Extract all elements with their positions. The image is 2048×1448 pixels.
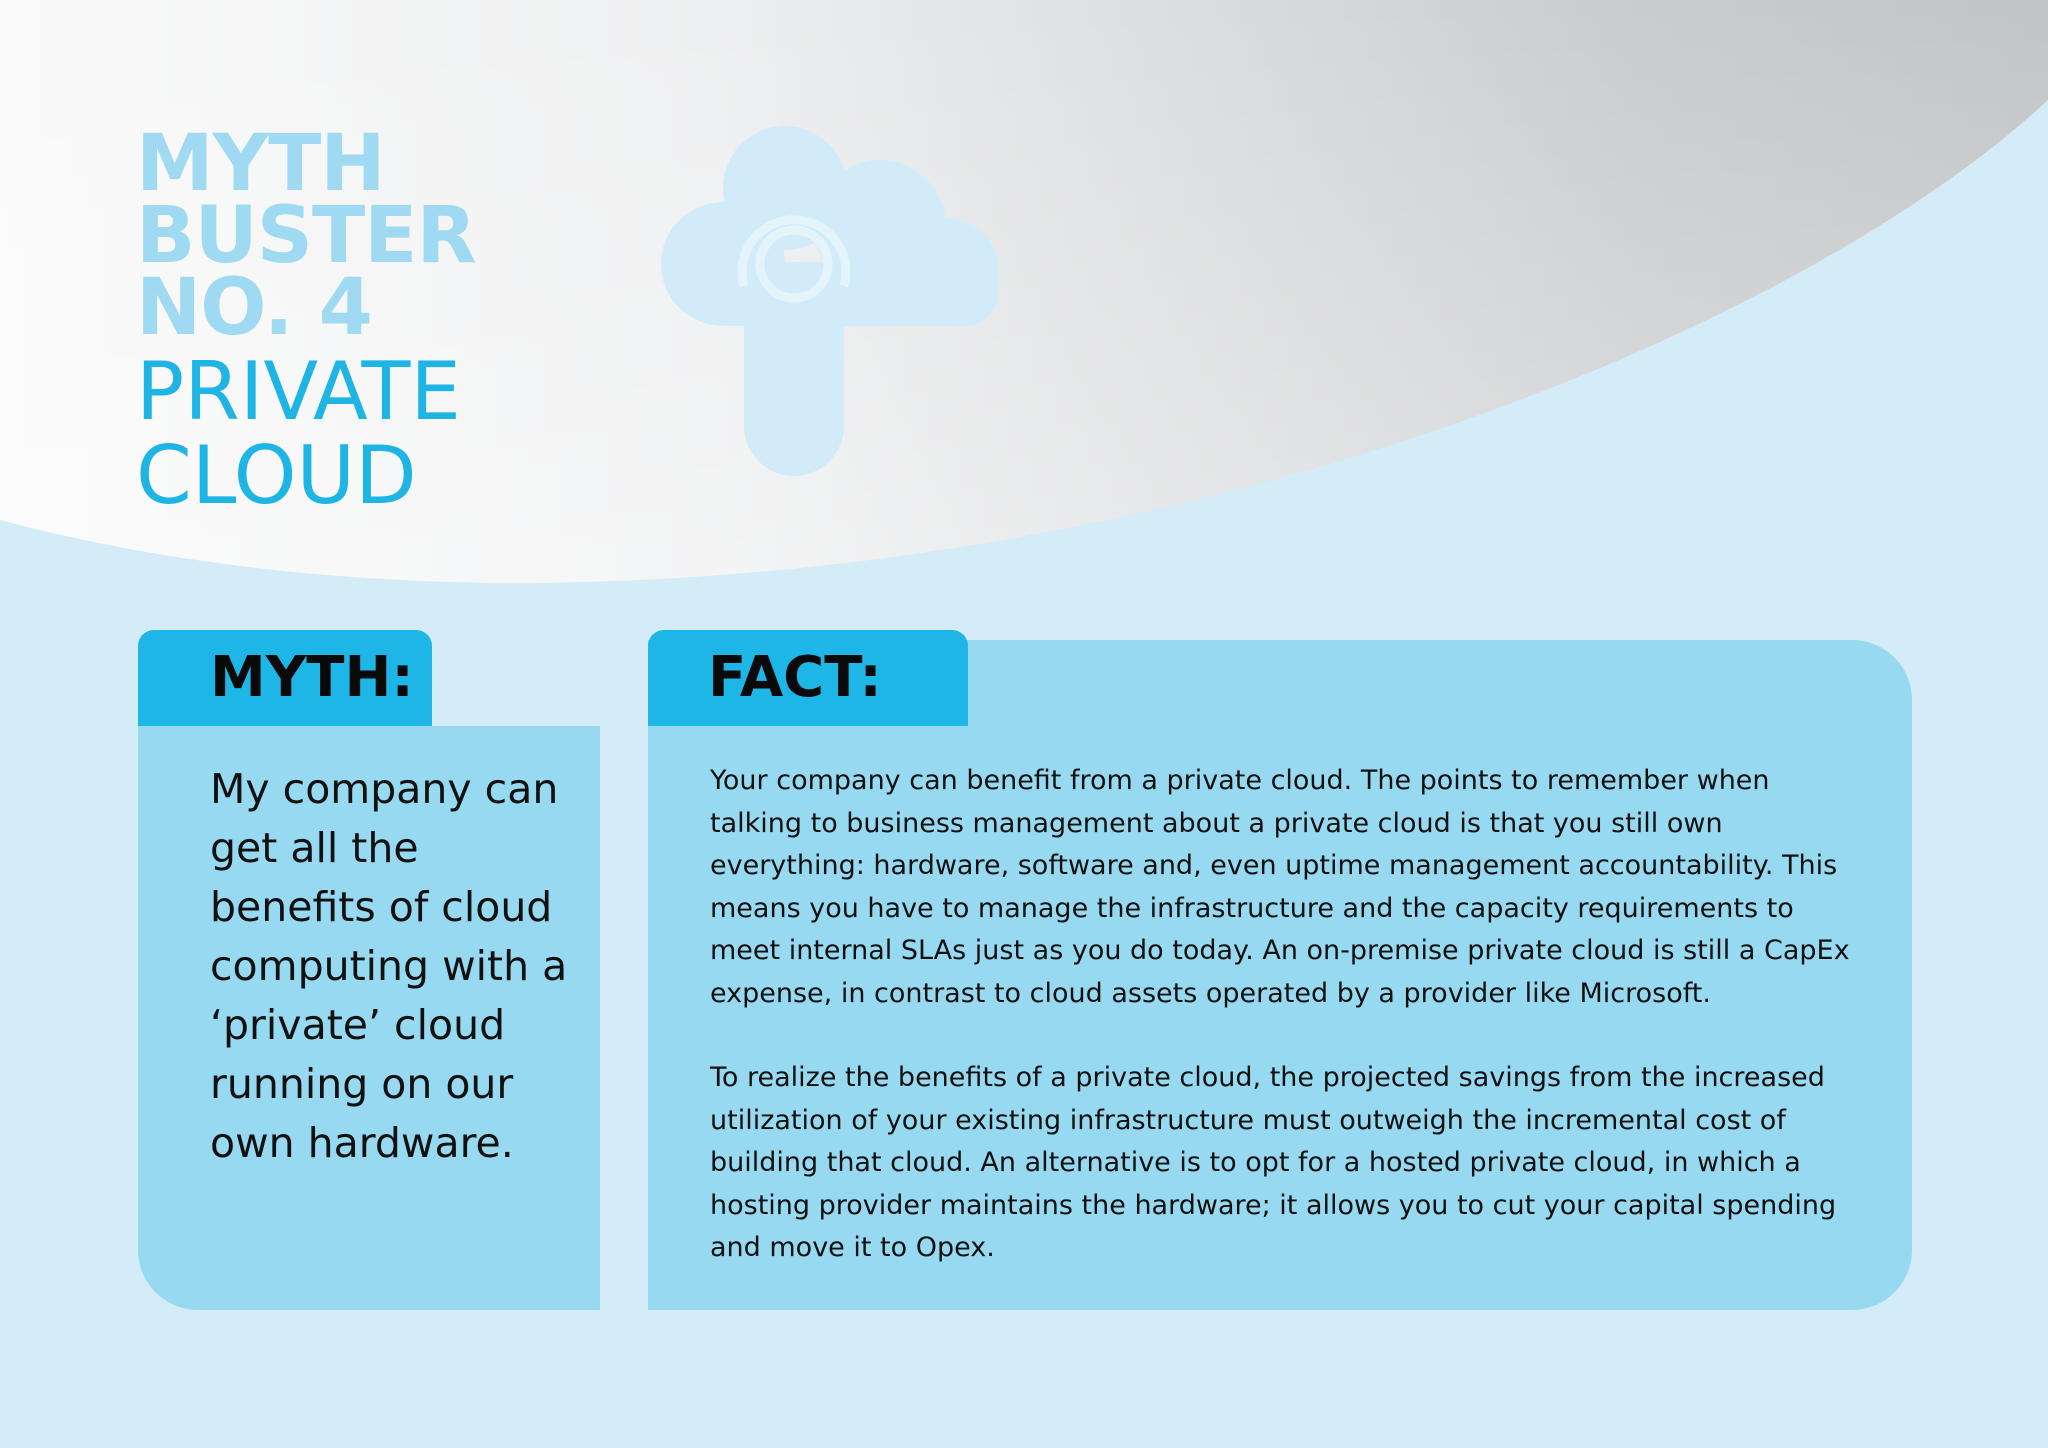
fact-paragraph: Your company can benefit from a private cloud. The points to remember when talking to business management about a private cloud is that you still own everything: hardware, software and, even uptime management accountability. This means you have to manage the infrastructure and the capacity requirements to meet internal SLAs just as you do today. An on-premise private cloud is still a CapEx expense, in contrast to cloud assets operated by a provider like Microsoft.: [710, 765, 1850, 1009]
fact-paragraph: To realize the benefits of a private cloud, the projected savings from the increased utilization of your existing infrastructure must outweigh the incremental cost of building that cloud. An alternative is to opt for a hosted private cloud, in which a hosting provider maintains the hardware; it allows you to cut your capital spending and move it to Opex.: [710, 1062, 1837, 1263]
title-line-private: PRIVATE: [136, 345, 461, 438]
myth-tab: [138, 630, 432, 726]
fact-tab: [648, 630, 968, 726]
fact-label: FACT:: [708, 645, 882, 710]
fact-body: [710, 760, 1870, 1312]
title-line-number: NO. 4: [136, 263, 372, 353]
myth-label: MYTH:: [210, 645, 414, 710]
title-line-cloud: CLOUD: [136, 429, 417, 522]
myth-statement: My company can get all the benefits of cloud computing with a ‘private’ cloud running on our own hardware.: [210, 765, 568, 1167]
title-line-buster: BUSTER: [136, 191, 476, 281]
title-line-myth: MYTH: [136, 119, 385, 209]
page-title: [136, 119, 476, 522]
